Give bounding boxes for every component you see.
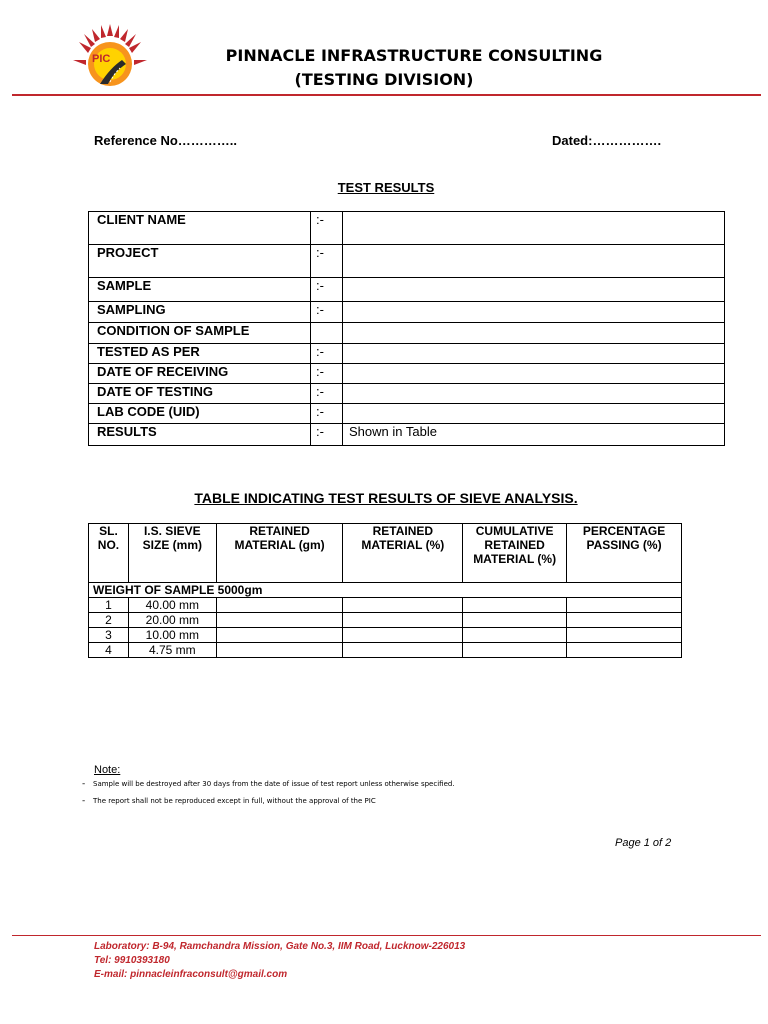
table-row	[89, 344, 725, 364]
table-row	[89, 598, 682, 613]
row-separator: :-	[311, 404, 343, 424]
note-item	[82, 796, 376, 806]
sieve-analysis-title: TABLE INDICATING TEST RESULTS OF SIEVE ANALYSIS.	[194, 490, 578, 506]
sieve-size: 40.00 mm	[128, 598, 216, 613]
cumulative-pct	[463, 598, 567, 613]
table-row	[89, 364, 725, 384]
sl-no: 3	[89, 628, 129, 643]
cumulative-pct	[463, 643, 567, 658]
sl-no: 4	[89, 643, 129, 658]
row-separator: :-	[311, 424, 343, 446]
row-value	[343, 384, 725, 404]
page-number: Page 1 of 2	[615, 837, 672, 849]
row-label: SAMPLING	[89, 302, 311, 323]
retained-pct	[343, 628, 463, 643]
note-text: Sample will be destroyed after 30 days from the date of issue of test report unless otherwise specified.	[93, 780, 455, 788]
row-separator: :-	[311, 364, 343, 384]
retained-pct	[343, 643, 463, 658]
table-row	[89, 583, 682, 598]
retained-pct	[343, 598, 463, 613]
passing-pct	[567, 628, 682, 643]
reference-number: Reference No…………..	[94, 133, 238, 148]
sieve-size: 10.00 mm	[128, 628, 216, 643]
table-row	[89, 613, 682, 628]
row-label: PROJECT	[89, 245, 311, 278]
footer-address: Laboratory: B-94, Ramchandra Mission, Gate No.3, IIM Road, Lucknow-226013	[94, 941, 466, 952]
table-row	[89, 245, 725, 278]
row-value	[343, 344, 725, 364]
sample-weight: WEIGHT OF SAMPLE 5000gm	[89, 583, 682, 598]
row-label: CLIENT NAME	[89, 212, 311, 245]
sieve-analysis-table	[88, 523, 682, 658]
row-value	[343, 364, 725, 384]
note-dash: -	[82, 796, 86, 806]
row-separator: :-	[311, 302, 343, 323]
cumulative-pct	[463, 613, 567, 628]
row-separator: :-	[311, 384, 343, 404]
table-row	[89, 628, 682, 643]
sl-no: 2	[89, 613, 129, 628]
row-separator	[311, 323, 343, 344]
header-divider	[12, 94, 761, 96]
note-heading: Note:	[94, 764, 121, 776]
row-value	[343, 278, 725, 302]
retained-gm	[216, 598, 343, 613]
passing-pct	[567, 613, 682, 628]
footer-email: E-mail: pinnacleinfraconsult@gmail.com	[94, 969, 288, 980]
table-row	[89, 302, 725, 323]
row-value	[343, 404, 725, 424]
row-value	[343, 323, 725, 344]
column-header: RETAINED MATERIAL (%)	[343, 524, 463, 583]
test-results-table	[88, 211, 725, 446]
column-header: SL. NO.	[89, 524, 129, 583]
row-label: RESULTS	[89, 424, 311, 446]
table-row	[89, 404, 725, 424]
test-results-title: TEST RESULTS	[337, 180, 435, 195]
note-dash: -	[82, 779, 86, 789]
passing-pct	[567, 598, 682, 613]
row-label: DATE OF TESTING	[89, 384, 311, 404]
column-header: I.S. SIEVE SIZE (mm)	[128, 524, 216, 583]
row-label: DATE OF RECEIVING	[89, 364, 311, 384]
column-header: CUMULATIVE RETAINED MATERIAL (%)	[463, 524, 567, 583]
column-header: PERCENTAGE PASSING (%)	[567, 524, 682, 583]
row-separator: :-	[311, 278, 343, 302]
row-value	[343, 302, 725, 323]
table-row	[89, 384, 725, 404]
logo-text: PIC	[92, 53, 111, 65]
table-row	[89, 424, 725, 446]
note-item	[82, 779, 455, 789]
sl-no: 1	[89, 598, 129, 613]
row-separator: :-	[311, 212, 343, 245]
table-header-row	[89, 524, 682, 583]
sieve-size: 4.75 mm	[128, 643, 216, 658]
row-label: SAMPLE	[89, 278, 311, 302]
table-row	[89, 323, 725, 344]
note-text: The report shall not be reproduced except in full, without the approval of the PIC	[93, 797, 376, 805]
row-value: Shown in Table	[343, 424, 725, 446]
table-row	[89, 212, 725, 245]
footer-divider	[12, 935, 761, 936]
division-name: (TESTING DIVISION)	[294, 70, 474, 89]
table-row	[89, 278, 725, 302]
row-label: TESTED AS PER	[89, 344, 311, 364]
row-separator: :-	[311, 344, 343, 364]
row-separator: :-	[311, 245, 343, 278]
sieve-size: 20.00 mm	[128, 613, 216, 628]
dated-field: Dated:…………….	[552, 133, 662, 148]
retained-gm	[216, 628, 343, 643]
column-header: RETAINED MATERIAL (gm)	[216, 524, 343, 583]
cumulative-pct	[463, 628, 567, 643]
retained-gm	[216, 613, 343, 628]
row-value	[343, 245, 725, 278]
row-value	[343, 212, 725, 245]
retained-gm	[216, 643, 343, 658]
row-label: CONDITION OF SAMPLE	[89, 323, 311, 344]
passing-pct	[567, 643, 682, 658]
retained-pct	[343, 613, 463, 628]
org-name: PINNACLE INFRASTRUCTURE CONSULTING	[225, 46, 603, 65]
table-row	[89, 643, 682, 658]
row-label: LAB CODE (UID)	[89, 404, 311, 424]
footer-phone: Tel: 9910393180	[94, 955, 170, 966]
